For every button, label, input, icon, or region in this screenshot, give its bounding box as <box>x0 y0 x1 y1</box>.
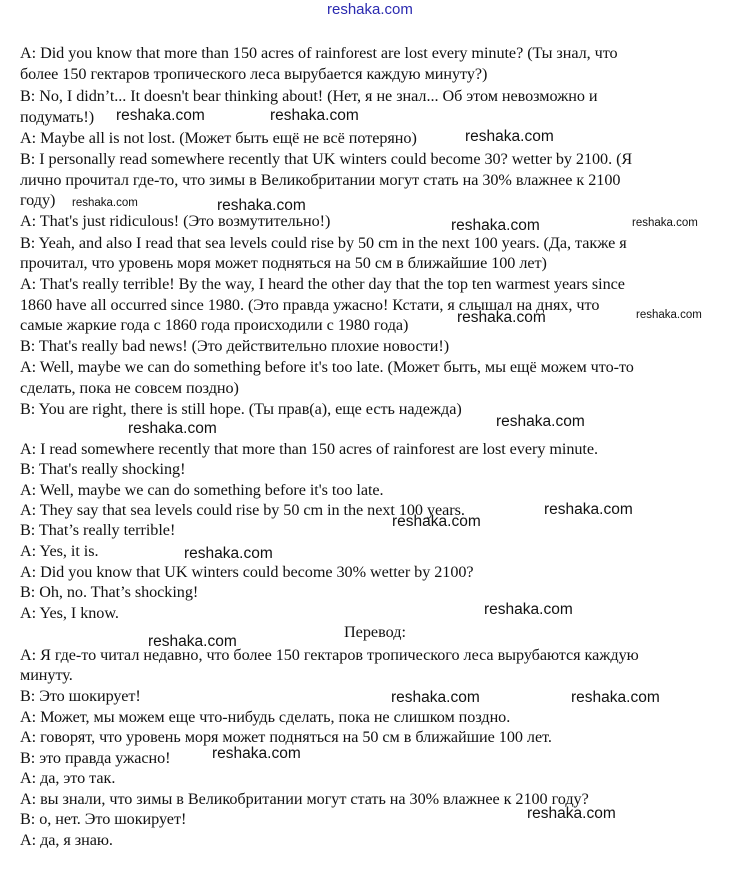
dialogue-1-line: A: Maybe all is not lost. (Может быть ещё не всё потеряно) <box>20 129 417 147</box>
watermark: reshaka.com <box>148 633 237 650</box>
dialogue-1-line: B: You are right, there is still hope. (Ты прав(а), еще есть надежда) <box>20 400 462 418</box>
watermark: reshaka.com <box>72 197 138 209</box>
watermark: reshaka.com <box>184 545 273 562</box>
dialogue-1-line: году) <box>20 191 56 209</box>
translation-line: А: Может, мы можем еще что-нибудь сделать, пока не слишком поздно. <box>20 708 511 726</box>
dialogue-1-line: A: That's really terrible! By the way, I heard the other day that the top ten warmest years since <box>20 275 625 293</box>
watermark: reshaka.com <box>457 309 546 326</box>
dialogue-1-line: B: I personally read somewhere recently that UK winters could become 30? wetter by 2100. (Я <box>20 150 633 168</box>
dialogue-1-line: сделать, пока не совсем поздно) <box>20 379 239 397</box>
dialogue-2-line: A: Did you know that UK winters could become 30% wetter by 2100? <box>20 563 474 581</box>
watermark: reshaka.com <box>544 501 633 518</box>
dialogue-1-line: A: That's just ridiculous! (Это возмутительно!) <box>20 212 331 230</box>
dialogue-1-line: прочитал, что уровень моря может подняться на 50 см в ближайшие 100 лет) <box>20 254 547 272</box>
dialogue-2-line: B: That's really shocking! <box>20 460 186 478</box>
dialogue-1-line: A: Well, maybe we can do something before it's too late. (Может быть, мы ещё можем что-то <box>20 358 634 376</box>
dialogue-2-line: A: Well, maybe we can do something before it's too late. <box>20 481 384 499</box>
translation-line: А: вы знали, что зимы в Великобритании могут стать на 30% влажнее к 2100 году? <box>20 790 589 808</box>
watermark: reshaka.com <box>212 745 301 762</box>
watermark: reshaka.com <box>116 107 205 124</box>
translation-line: А: говорят, что уровень моря может подняться на 50 см в ближайшие 100 лет. <box>20 728 552 746</box>
translation-line: В: это правда ужасно! <box>20 749 171 767</box>
watermark: reshaka.com <box>217 197 306 214</box>
watermark: reshaka.com <box>465 128 554 145</box>
dialogue-2-line: B: Oh, no. That’s shocking! <box>20 583 199 601</box>
dialogue-2-line: A: They say that sea levels could rise by 50 cm in the next 100 years. <box>20 501 465 519</box>
translation-line: В: Это шокирует! <box>20 687 141 705</box>
dialogue-1-line: A: Did you know that more than 150 acres of rainforest are lost every minute? (Ты знал, что <box>20 44 618 62</box>
watermark: reshaka.com <box>391 689 480 706</box>
watermark: reshaka.com <box>496 413 585 430</box>
dialogue-1-line: лично прочитал где-то, что зимы в Великобритании могут стать на 30% влажнее к 2100 <box>20 171 621 189</box>
watermark: reshaka.com <box>484 601 573 618</box>
watermark: reshaka.com <box>527 805 616 822</box>
dialogue-2-line: A: Yes, I know. <box>20 604 119 622</box>
watermark: reshaka.com <box>392 513 481 530</box>
dialogue-1-line: B: No, I didn’t... It doesn't bear thinking about! (Нет, я не знал... Об этом невозможно и <box>20 87 598 105</box>
watermark: reshaka.com <box>636 309 702 321</box>
dialogue-1-line: B: Yeah, and also I read that sea levels could rise by 50 cm in the next 100 years. (Да, также я <box>20 234 627 252</box>
dialogue-1-line: B: That's really bad news! (Это действительно плохие новости!) <box>20 337 450 355</box>
dialogue-2-line: B: That’s really terrible! <box>20 521 176 539</box>
watermark: reshaka.com <box>451 217 540 234</box>
watermark: reshaka.com <box>128 420 217 437</box>
watermark: reshaka.com <box>571 689 660 706</box>
site-watermark-top[interactable]: reshaka.com <box>327 1 413 18</box>
dialogue-1-line: более 150 гектаров тропического леса вырубается каждую минуту?) <box>20 65 488 83</box>
translation-line: А: да, это так. <box>20 769 116 787</box>
dialogue-2-line: A: Yes, it is. <box>20 542 99 560</box>
watermark: reshaka.com <box>270 107 359 124</box>
translation-line: А: Я где-то читал недавно, что более 150 гектаров тропического леса вырубаются каждую <box>20 646 639 664</box>
translation-line: минуту. <box>20 666 73 684</box>
watermark: reshaka.com <box>632 217 698 229</box>
dialogue-2-line: A: I read somewhere recently that more than 150 acres of rainforest are lost every minute. <box>20 440 599 458</box>
translation-line: А: да, я знаю. <box>20 831 113 849</box>
dialogue-1-line: подумать!) <box>20 108 95 126</box>
translation-line: В: о, нет. Это шокирует! <box>20 810 187 828</box>
dialogue-1-line: 1860 have all occurred since 1980. (Это правда ужасно! Кстати, я слышал на днях, что <box>20 296 600 314</box>
dialogue-1-line: самые жаркие года с 1860 года происходили с 1980 года) <box>20 316 409 334</box>
translation-heading: Перевод: <box>343 623 407 641</box>
